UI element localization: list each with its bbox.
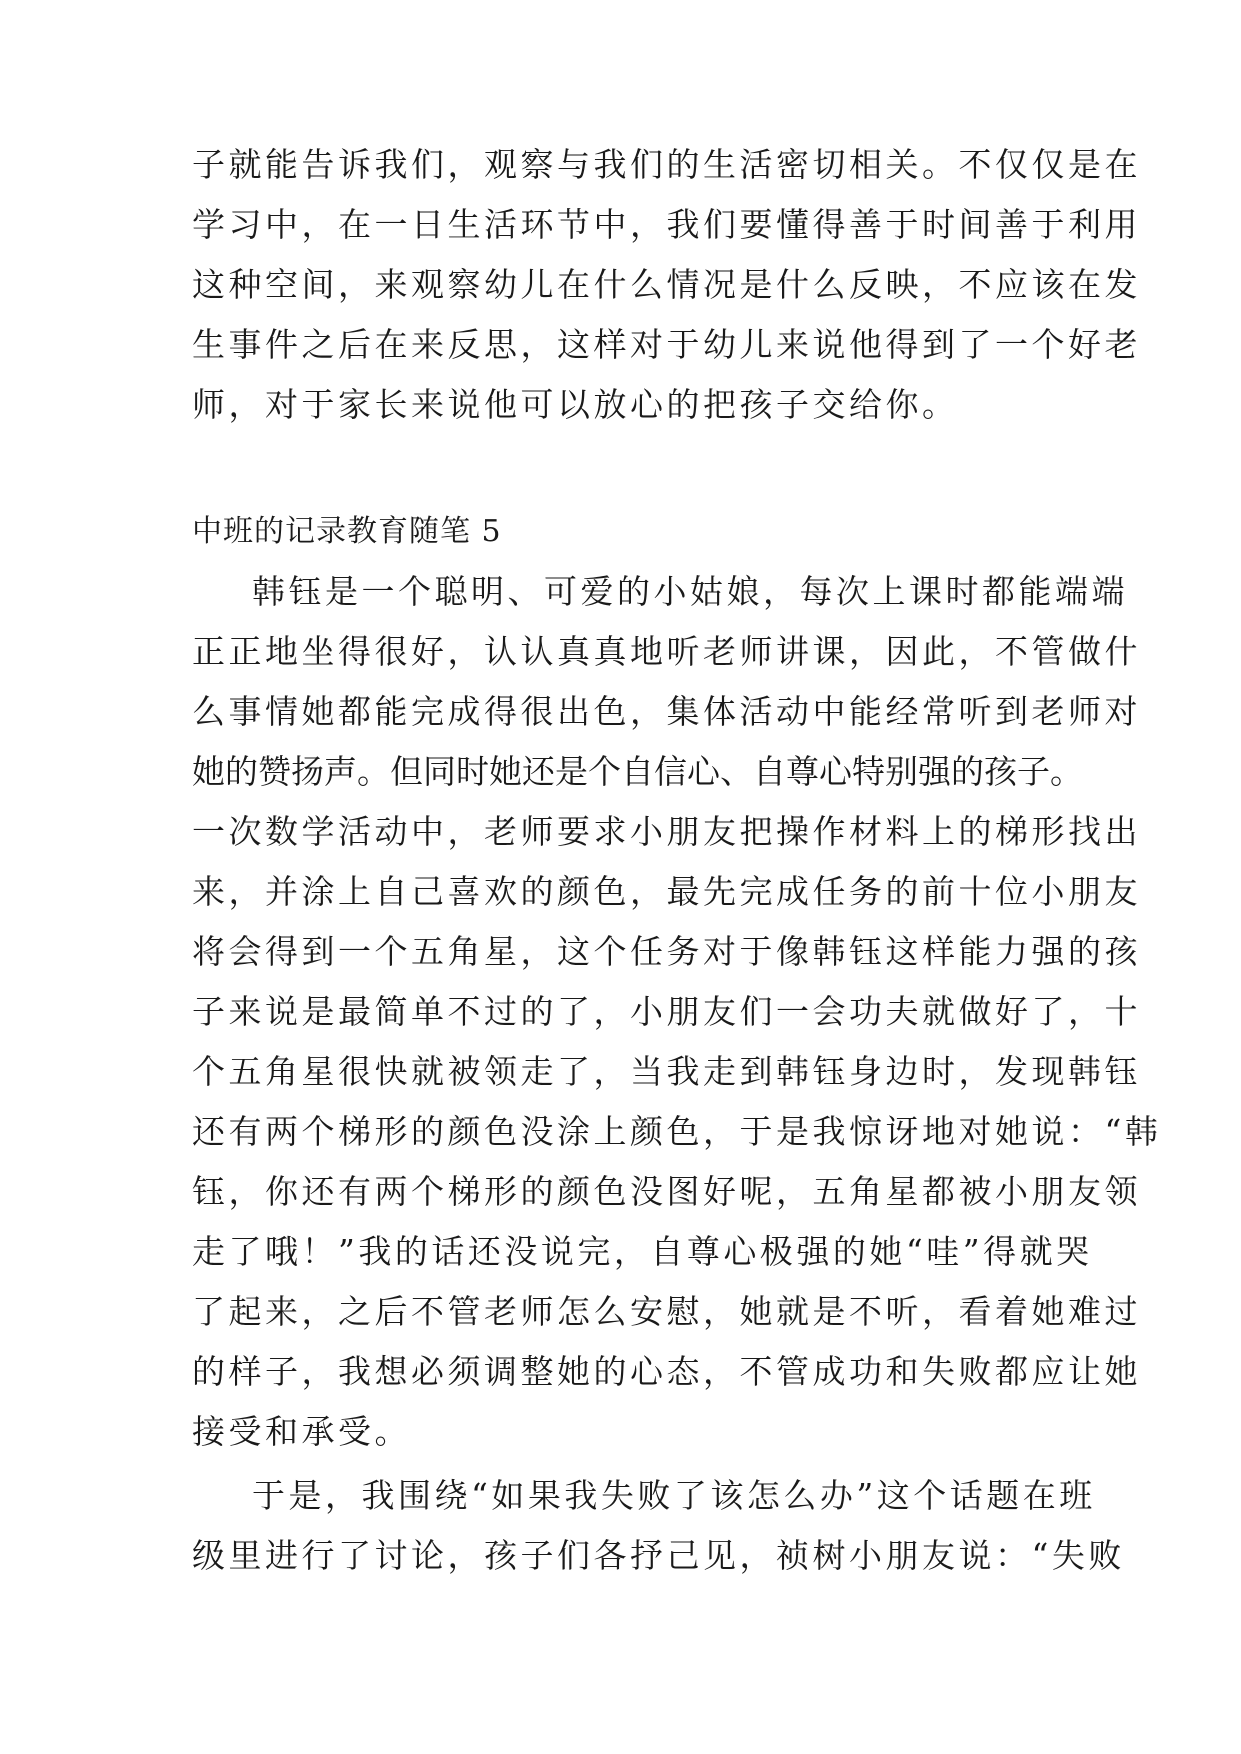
text-line: 走了哦！”我的话还没说完，自尊心极强的她“哇”得就哭 [192,1232,1093,1271]
text-line: 了起来，之后不管老师怎么安慰，她就是不听，看着她难过 [192,1292,1141,1331]
text-line: 这种空间，来观察幼儿在什么情况是什么反映，不应该在发 [192,265,1141,304]
text-line: 子就能告诉我们，观察与我们的生活密切相关。不仅仅是在 [192,145,1141,184]
text-line: 个五角星很快就被领走了，当我走到韩钰身边时，发现韩钰 [192,1052,1141,1091]
text-line: 生事件之后在来反思，这样对于幼儿来说他得到了一个好老 [192,325,1141,364]
text-line: 于是，我围绕“如果我失败了该怎么办”这个话题在班 [252,1476,1096,1515]
text-line: 来，并涂上自己喜欢的颜色，最先完成任务的前十位小朋友 [192,872,1141,911]
section-title: 中班的记录教育随笔 5 [192,514,502,549]
text-line: 正正地坐得很好，认认真真地听老师讲课，因此，不管做什 [192,632,1141,671]
text-line: 级里进行了讨论，孩子们各抒己见，祯树小朋友说：“失败 [192,1536,1125,1575]
text-line: 么事情她都能完成得很出色，集体活动中能经常听到老师对 [192,692,1141,731]
text-line: 接受和承受。 [192,1412,411,1451]
text-line: 学习中，在一日生活环节中，我们要懂得善于时间善于利用 [192,205,1141,244]
text-line: 子来说是最简单不过的了，小朋友们一会功夫就做好了，十 [192,992,1141,1031]
text-line: 钰，你还有两个梯形的颜色没图好呢，五角星都被小朋友领 [192,1172,1141,1211]
text-line: 她的赞扬声。但同时她还是个自信心、自尊心特别强的孩子。 [192,752,1083,791]
text-line: 的样子，我想必须调整她的心态，不管成功和失败都应让她 [192,1352,1141,1391]
text-line: 一次数学活动中，老师要求小朋友把操作材料上的梯形找出 [192,812,1141,851]
text-line: 将会得到一个五角星，这个任务对于像韩钰这样能力强的孩 [192,932,1141,971]
text-line: 韩钰是一个聪明、可爱的小姑娘，每次上课时都能端端 [252,572,1128,611]
text-line: 还有两个梯形的颜色没涂上颜色，于是我惊讶地对她说：“韩 [192,1112,1162,1151]
text-line: 师，对于家长来说他可以放心的把孩子交给你。 [192,385,959,424]
